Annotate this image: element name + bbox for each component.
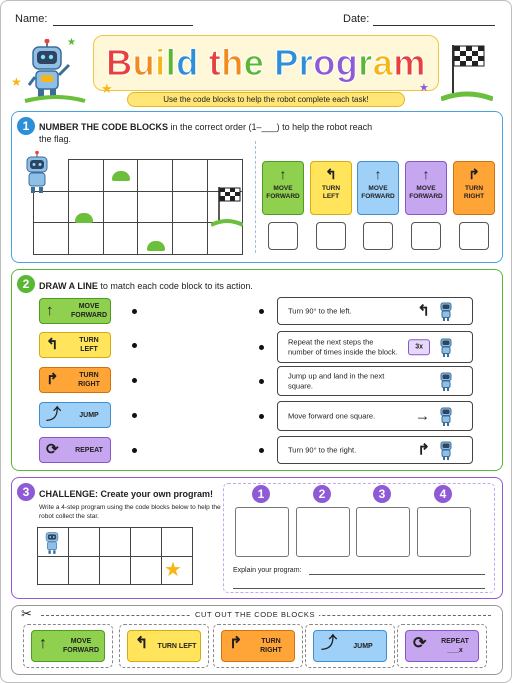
code-block [453, 161, 495, 215]
code-block-label: MOVE FORWARD [62, 638, 100, 654]
title-letter: r [298, 42, 314, 83]
cutout-code-block[interactable] [31, 630, 105, 662]
star-icon: ★ [101, 81, 113, 96]
divider [255, 141, 256, 253]
answer-box[interactable] [268, 222, 298, 250]
match-dot[interactable] [132, 378, 137, 383]
answer-box[interactable] [459, 222, 489, 250]
program-slot[interactable] [356, 507, 410, 557]
match-dot[interactable] [259, 448, 264, 453]
star-icon: ★ [164, 559, 182, 581]
cutout-code-block[interactable] [221, 630, 295, 662]
action-card [277, 436, 473, 464]
code-block-label: TURN RIGHT [78, 372, 100, 388]
action-card [277, 331, 473, 363]
page-title [94, 36, 438, 90]
code-block-label: TURN LEFT [157, 642, 197, 650]
date-field[interactable] [373, 25, 495, 26]
action-icon: ↱ [417, 441, 430, 459]
title-letter: d [176, 42, 199, 83]
explain-line[interactable] [233, 588, 485, 589]
code-block-label: TURN RIGHT [463, 185, 485, 200]
title-letter: i [155, 42, 166, 83]
arrow-icon: ⤴ [321, 635, 338, 652]
title-letter: h [221, 42, 244, 83]
section-3-title: CHALLENGE: Create your own program! [39, 489, 214, 499]
robot-icon [438, 336, 454, 358]
arrow-icon: ↑ [46, 302, 54, 319]
checkered-flag-icon [211, 183, 243, 227]
code-block [357, 161, 399, 215]
action-icon: → [415, 407, 430, 425]
section-number: 2 [17, 275, 35, 293]
title-letter: o [313, 42, 336, 83]
checkered-flag-icon [441, 41, 493, 101]
match-dot[interactable] [259, 379, 264, 384]
date-label: Date: [343, 13, 370, 25]
code-block-label: MOVE FORWARD [409, 185, 443, 200]
match-dot[interactable] [132, 309, 137, 314]
arrow-icon: ↑ [374, 166, 382, 182]
action-text: Jump up and land in the next square. [288, 371, 385, 390]
code-block [262, 161, 304, 215]
match-dot[interactable] [259, 345, 264, 350]
title-letter: m [393, 42, 426, 83]
code-block-label: MOVE FORWARD [361, 185, 395, 200]
arrow-icon: ↱ [229, 635, 243, 652]
robot-mascot-icon [23, 39, 89, 103]
code-block [39, 402, 111, 428]
title-letter: P [274, 42, 299, 83]
step-number: 1 [252, 485, 270, 503]
scissors-icon: ✂ [21, 606, 32, 621]
title-banner [93, 35, 439, 91]
code-block-label: TURN LEFT [79, 337, 99, 353]
title-letter: u [132, 42, 156, 83]
star-icon: ★ [67, 37, 76, 48]
arrow-icon: ↑ [422, 166, 430, 182]
section-number: 1 [17, 117, 35, 135]
explain-line[interactable] [309, 574, 485, 575]
code-block-label: MOVE FORWARD [266, 185, 300, 200]
program-slot[interactable] [235, 507, 289, 557]
action-text: Turn 90° to the left. [288, 306, 352, 316]
arrow-icon: ↱ [468, 166, 480, 182]
section-2-instructions: DRAW A LINE to match each code block to its action. [39, 281, 253, 291]
match-dot[interactable] [259, 309, 264, 314]
title-letter: e [243, 42, 265, 83]
answer-box[interactable] [411, 222, 441, 250]
program-slot[interactable] [296, 507, 350, 557]
match-dot[interactable] [132, 413, 137, 418]
cutout-label: CUT OUT THE CODE BLOCKS [191, 610, 319, 619]
arrow-icon: ↰ [325, 166, 337, 182]
title-word [106, 42, 199, 83]
name-label: Name: [15, 13, 48, 25]
code-block [39, 367, 111, 393]
step-number: 4 [434, 485, 452, 503]
robot-icon [438, 405, 454, 427]
star-icon: ★ [419, 82, 429, 94]
star-icon: ★ [11, 75, 22, 89]
action-text: Repeat the next steps the number of times inside the block. [288, 337, 398, 356]
cutout-code-block[interactable] [127, 630, 201, 662]
robot-icon [21, 151, 53, 195]
robot-icon [438, 300, 454, 322]
bush-icon [75, 213, 93, 223]
bush-icon [112, 171, 130, 181]
action-icon: 3x [408, 339, 430, 355]
robot-icon [438, 439, 454, 461]
code-block-label: REPEAT [75, 446, 103, 454]
action-text: Move forward one square. [288, 411, 376, 421]
answer-box[interactable] [363, 222, 393, 250]
arrow-icon: ↱ [46, 371, 59, 388]
code-block [39, 332, 111, 358]
title-word [274, 42, 426, 83]
section-number: 3 [17, 483, 35, 501]
match-dot[interactable] [132, 448, 137, 453]
code-block [39, 437, 111, 463]
arrow-icon: ↰ [46, 336, 59, 353]
code-block-label: REPEAT ___x [441, 638, 469, 654]
match-dot[interactable] [259, 414, 264, 419]
arrow-icon: ↑ [39, 635, 47, 652]
action-card [277, 297, 473, 325]
section-3-instructions: Write a 4-step program using the code blocks below to help the robot collect the star. [39, 504, 221, 520]
page-subtitle: Use the code blocks to help the robot complete each task! [127, 92, 405, 107]
arrow-icon: ⤴ [46, 406, 62, 423]
title-letter: l [165, 42, 177, 83]
arrow-icon: ↑ [279, 166, 287, 182]
title-letter: g [335, 42, 359, 83]
title-letter: t [208, 42, 222, 83]
code-block [310, 161, 352, 215]
title-letter: B [106, 42, 133, 83]
action-card [277, 401, 473, 431]
section-1-instructions: NUMBER THE CODE BLOCKS in the correct order (1–___) to help the robot reach the flag. [39, 122, 373, 144]
robot-icon [42, 529, 62, 555]
arrow-icon: ↰ [135, 635, 149, 652]
bush-icon [147, 241, 165, 251]
code-block [405, 161, 447, 215]
arrow-icon: ⟳ [413, 635, 427, 652]
explain-label: Explain your program: [233, 567, 302, 574]
code-block-label: JUMP [353, 642, 373, 650]
cutout-code-block[interactable] [313, 630, 387, 662]
arrow-icon: ⟳ [46, 441, 59, 458]
program-slot[interactable] [417, 507, 471, 557]
code-block [39, 298, 111, 324]
action-card [277, 366, 473, 396]
title-letter: a [372, 42, 394, 83]
name-field[interactable] [53, 25, 193, 26]
step-number: 2 [313, 485, 331, 503]
step-number: 3 [373, 485, 391, 503]
answer-box[interactable] [316, 222, 346, 250]
action-text: Turn 90° to the right. [288, 445, 357, 455]
code-block-label: JUMP [79, 411, 99, 419]
code-block-label: TURN RIGHT [260, 638, 282, 654]
title-word [209, 42, 265, 83]
action-icon: ↰ [417, 302, 430, 320]
title-letter: r [358, 42, 373, 83]
match-dot[interactable] [132, 343, 137, 348]
code-block-label: TURN LEFT [321, 185, 341, 200]
code-block-label: MOVE FORWARD [70, 303, 108, 319]
cutout-code-block[interactable] [405, 630, 479, 662]
robot-icon [438, 370, 454, 392]
